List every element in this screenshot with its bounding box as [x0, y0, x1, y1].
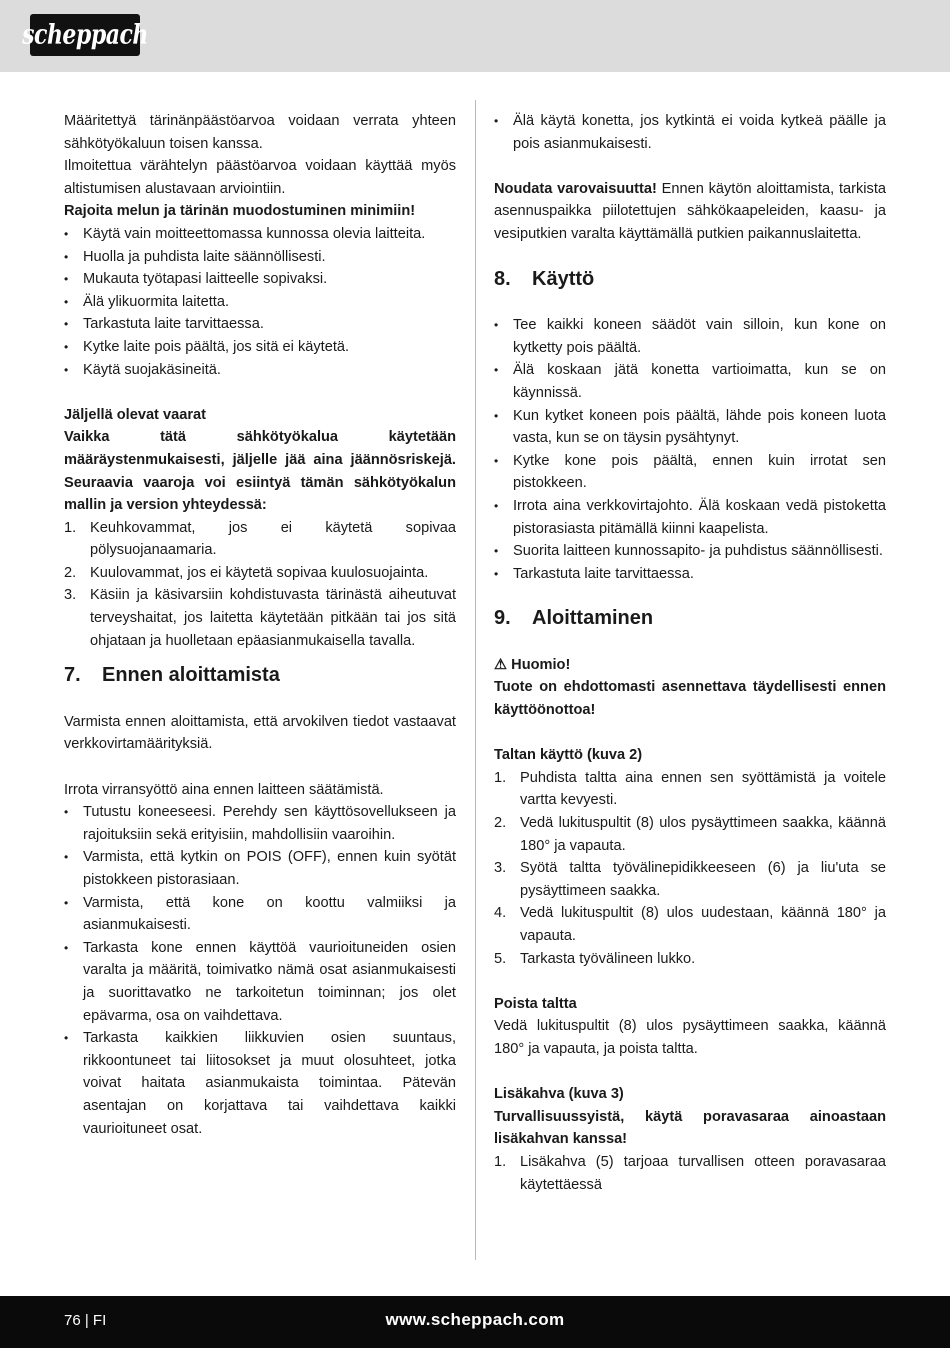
- list-item: 1. Puhdista taltta aina ennen sen syöttämistä ja voitele vartta kevyesti.: [494, 769, 886, 809]
- left-column: [64, 110, 456, 1140]
- list-item: • Suorita laitteen kunnossapito- ja puhdistus säännöllisesti.: [494, 540, 886, 563]
- warning-heading: ⚠ Huomio!: [494, 656, 571, 673]
- limit-list: [64, 223, 456, 381]
- top-list: [494, 110, 886, 155]
- section-7-heading: 7. Ennen aloittamista: [64, 664, 280, 687]
- list-item: • Kytke laite pois päältä, jos sitä ei käytetä.: [64, 336, 456, 359]
- list-item: 1. Keuhkovammat, jos ei käytetä sopivaa pölysuojanaamaria.: [64, 519, 456, 559]
- warning-icon: ⚠: [494, 656, 508, 673]
- chisel-heading: Taltan käyttö (kuva 2): [494, 747, 643, 764]
- list-item: • Irrota aina verkkovirtajohto. Älä koskaan vedä pistoketta pistorasiasta pitämällä kiinni kaapelista.: [494, 495, 886, 540]
- list-item: • Käytä vain moitteettomassa kunnossa olevia laitteita.: [64, 223, 456, 246]
- remove-heading: Poista taltta: [494, 995, 577, 1012]
- list-item: • Kun kytket koneen pois päältä, lähde pois koneen luota vasta, kun se on täysin pysähtynyt.: [494, 405, 886, 450]
- section-7-paragraph-2: Irrota virransyöttö aina ennen laitteen säätämistä.: [64, 781, 384, 798]
- list-item: 5. Tarkasta työvälineen lukko.: [494, 950, 696, 967]
- handle-list: [494, 1151, 886, 1196]
- list-item: 3. Syötä taltta työvälinepidikkeeseen (6) ja liu'uta se pysäyttimeen saakka.: [494, 860, 886, 899]
- page-number: 76 | FI: [64, 1312, 107, 1329]
- list-item: • Kytke kone pois päältä, ennen kuin irrotat sen pistokkeen.: [494, 450, 886, 495]
- remove-text: Vedä lukituspultit (8) ulos pysäyttimeen saakka, käännä 180° ja vapauta, ja poista taltta.: [494, 1018, 886, 1057]
- section-8-list: [494, 314, 886, 585]
- list-item: • Tee kaikki koneen säädöt vain silloin, kun kone on kytketty pois päältä.: [494, 314, 886, 359]
- spacer: [494, 292, 886, 315]
- list-item: • Tarkasta kone ennen käyttöä vaurioituneiden osien varalta ja määritä, toimivatko nämä osat asianmukaisesti ja suorittavatko ne tarkoitetun toiminnan; jos olet epävarma, osa on vaihdettava.: [64, 937, 456, 1027]
- page-header: [0, 0, 950, 72]
- handle-heading: Lisäkahva (kuva 3): [494, 1086, 624, 1103]
- risks-intro: Vaikka tätä sähkötyökalua käytetään määräystenmukaisesti, jäljelle jää aina jäännösriskejä. Seuraavia vaaroja voi esiintyä tämän sähkötyökalun mallin ja version yhteydessä:: [64, 429, 456, 514]
- list-item: 3. Käsiin ja käsivarsiin kohdistuvasta tärinästä aiheutuvat terveyshaitat, jos laitetta käytetään pitkään tai jos sitä ohjataan ja huolletaan epäasianmukaisella tavalla.: [64, 587, 456, 649]
- list-item: 1. Lisäkahva (5) tarjoaa turvallisen otteen poravasaraa käytettäessä: [494, 1153, 886, 1193]
- list-item: • Tarkastuta laite tarvittaessa.: [64, 313, 456, 336]
- limit-heading: Rajoita melun ja tärinän muodostuminen minimiin!: [64, 203, 416, 220]
- list-item: 2. Kuulovammat, jos ei käytetä sopivaa kuulosuojainta.: [64, 564, 429, 581]
- section-9-heading: 9. Aloittaminen: [494, 607, 654, 630]
- risks-heading: Jäljellä olevat vaarat: [64, 406, 206, 423]
- caution-paragraph: [494, 178, 886, 246]
- intro-paragraph-1: Määritettyä tärinänpäästöarvoa voidaan verrata yhteen sähkötyökaluun toisen kanssa.: [64, 113, 456, 152]
- list-item: • Varmista, että kytkin on POIS (OFF), ennen kuin syötät pistokkeen pistorasiaan.: [64, 846, 456, 891]
- section-7-list: [64, 801, 456, 1140]
- spacer: [64, 381, 456, 404]
- website-link[interactable]: www.scheppach.com: [385, 1310, 565, 1329]
- intro-paragraph-2: Ilmoitettua värähtelyn päästöarvoa voidaan käyttää myös altistumisen alustavaan arviointiin.: [64, 158, 456, 197]
- spacer: [64, 688, 456, 711]
- list-item: • Älä käytä konetta, jos kytkintä ei voida kytkeä päälle ja pois asianmukaisesti.: [494, 110, 886, 155]
- chisel-list: [494, 767, 886, 970]
- list-item: • Mukauta työtapasi laitteelle sopivaksi.: [64, 268, 456, 291]
- list-item: • Huolla ja puhdista laite säännöllisesti.: [64, 246, 456, 269]
- spacer: [494, 1061, 886, 1084]
- handle-warning: Turvallisuussyistä, käytä poravasaraa ainoastaan lisäkahvan kanssa!: [494, 1108, 886, 1148]
- list-item: 4. Vedä lukituspultit (8) ulos uudestaan, käännä 180° ja vapauta.: [494, 905, 886, 944]
- spacer: [494, 631, 886, 654]
- list-item: 2. Vedä lukituspultit (8) ulos pysäyttimeen saakka, käännä 180° ja vapauta.: [494, 815, 886, 854]
- spacer: [494, 970, 886, 993]
- brand-logo: [22, 14, 148, 56]
- section-7-paragraph-1: Varmista ennen aloittamista, että arvokilven tiedot vastaavat verkkovirtamäärityksiä.: [64, 713, 456, 753]
- caution-text: Ennen käytön aloittamista, tarkista asennuspaikka piilotettujen sähkökaapeleiden, kaasu- ja vesiputkien varalta käyttämällä putkien paikannuslaitetta.: [494, 180, 886, 242]
- list-item: • Tarkastuta laite tarvittaessa.: [494, 563, 886, 586]
- spacer: [64, 756, 456, 779]
- list-item: • Tarkasta kaikkien liikkuvien osien suuntaus, rikkoontuneet tai liitosokset ja muut olosuhteet, jotka voivat haitata asianmukaista toimintaa. Pätevän asentajan on korjattava tai vaihdettava kaikki vaurioituneet osat.: [64, 1027, 456, 1140]
- page-footer: [0, 1296, 950, 1348]
- warning-text: Tuote on ehdottomasti asennettava täydellisesti ennen käyttöönottoa!: [494, 679, 886, 719]
- caution-label: Noudata varovaisuutta!: [494, 180, 657, 197]
- list-item: • Tutustu koneeseesi. Perehdy sen käyttösovellukseen ja rajoituksiin sekä erityisiin, mahdollisiin vaaroihin.: [64, 801, 456, 846]
- spacer: [494, 722, 886, 745]
- list-item: • Älä koskaan jätä konetta vartioimatta, kun se on käynnissä.: [494, 359, 886, 404]
- column-divider: [475, 100, 476, 1260]
- list-item: • Käytä suojakäsineitä.: [64, 359, 456, 382]
- spacer: [494, 155, 886, 178]
- list-item: • Älä ylikuormita laitetta.: [64, 291, 456, 314]
- risks-list: [64, 517, 456, 653]
- section-8-heading: 8. Käyttö: [494, 267, 595, 290]
- list-item: • Varmista, että kone on koottu valmiiksi ja asianmukaisesti.: [64, 892, 456, 937]
- right-column: [494, 110, 886, 1196]
- brand-logo-text: scheppach: [22, 18, 148, 51]
